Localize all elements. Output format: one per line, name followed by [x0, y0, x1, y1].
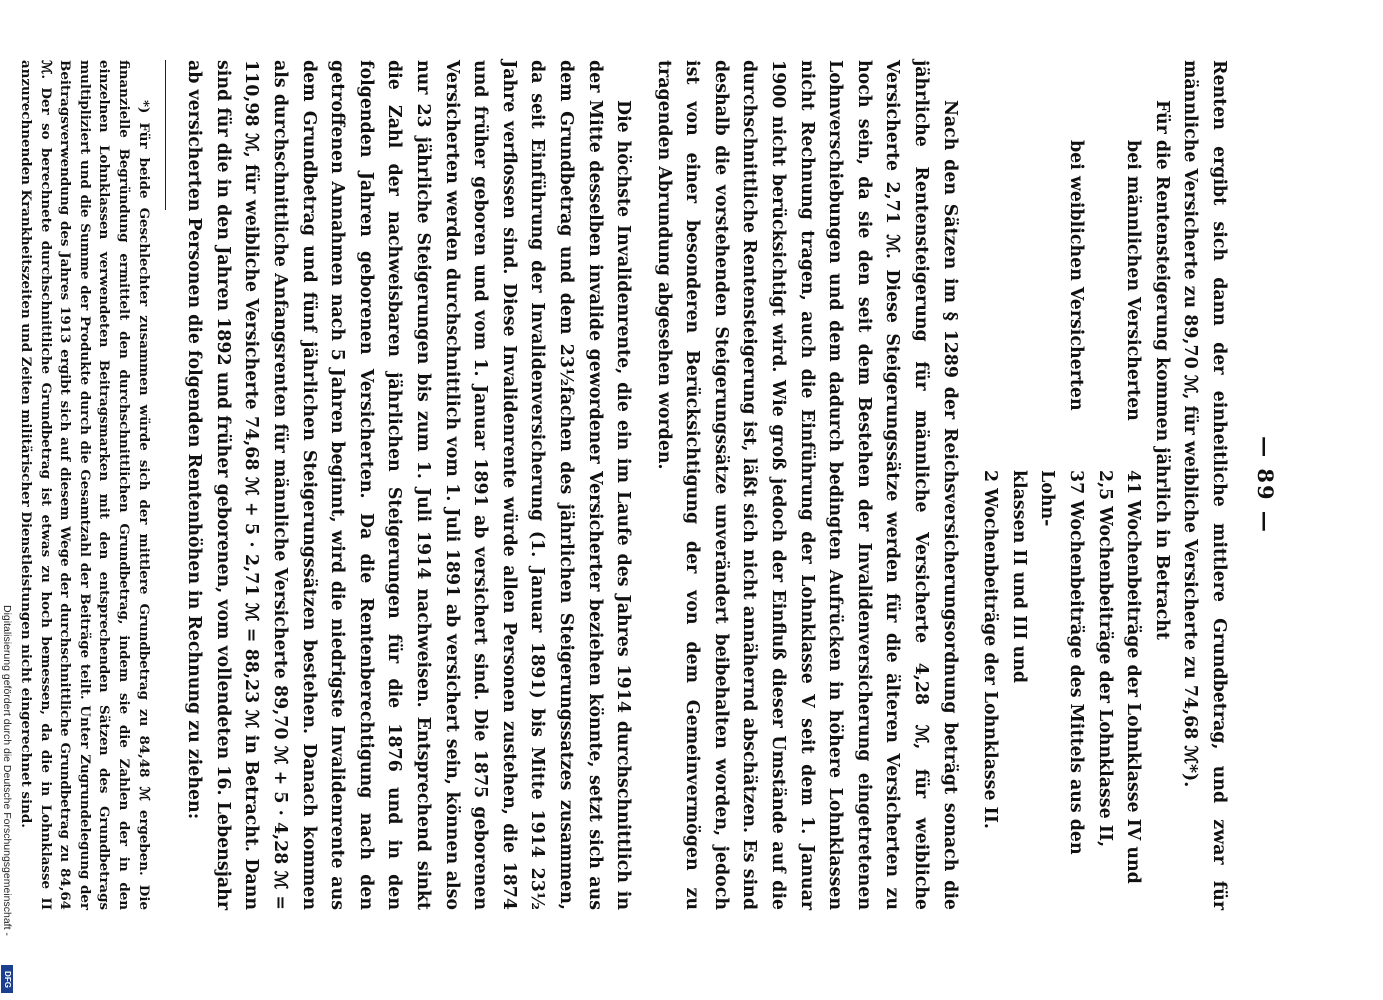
- body-paragraph-3: Die höchste Invalidenrente, die ein im Laufe des Jahres 1914 durchschnittlich in der Mitte desselben invalide gewordener Versicherter beziehen könnte, setzt sich aus dem Grundbetrag und dem 23½fachen des jährlichen Steigerungssatzes zusammen, da seit Einführung der Invalidenversicherung (1. Januar 1891) bis Mitte 1914 23½ Jahre verflossen sind. Diese Invalidenrente würde allen Personen zustehen, die 1874 und früher geboren und vom 1. Januar 1891 ab versichert sind. Die 1875 geborenen Versicherten werden durchschnittlich vom 1. Juli 1891 ab versichert sein, können also nur 23 jährliche Steigerungen bis zum 1. Juli 1914 nachweisen. Entsprechend sinkt die Zahl der nachweisbaren jährlichen Steigerungen für die 1876 und in den folgenden Jahren geborenen Versicherten. Da die Rentenberechtigung nach den getroffenen Annahmen nach 5 Jahren beginnt, wird die niedrigste Invalidenrente aus dem Grundbetrag und fünf jährlichen Steigerungssätzen bestehen. Danach kommen als durchschnittliche Anfangsrenten für männliche Versicherte 89,70 ℳ + 5 · 4,28 ℳ = 110,98 ℳ, für weibliche Versicherte 74,68 ℳ + 5 · 2,71 ℳ = 88,23 ℳ in Betracht. Dann sind für die in den Jahren 1892 und früher geborenen, vom vollendeten 16. Lebensjahr ab versicherten Personen die folgenden Rentenhöhen in Rechnung zu ziehen:: [184, 60, 634, 910]
- digitization-banner: [0, 0, 14, 1000]
- rate-increase-block: [976, 60, 1176, 910]
- female-value-2: klassen II und III und: [1008, 470, 1029, 684]
- female-value-1: 37 Wochenbeiträge des Mittels aus den Lohn-: [1037, 470, 1087, 855]
- male-rate-line: [1119, 60, 1148, 910]
- footnote: *) Für beide Geschlechter zusammen würde sich der mittlere Grundbetrag zu 84,48 ℳ ergeben. Die finanzielle Begründung ermittelt den durchschnittlichen Grundbetrag, indem sie die Zahlen der in den einzelnen Lohnklassen verwendeten Beitragsmarken mit den entsprechenden Sätzen des Grundbetrags multipliziert und die Summe der Produkte durch die Gesamtzahl der Beiträge teilt. Unter Zugrundelegung der Beitragsverwendung des Jahres 1913 ergibt sich auf diesem Wege der durchschnittliche Grundbetrag zu 84,64 ℳ. Der so berechnete durchschnittliche Grundbetrag ist etwas zu hoch bemessen, da die in Lohnklasse II anzurechnenden Krankheitszeiten und Zeiten militärischer Dienstleistungen nicht eingerechnet sind.: [18, 60, 152, 910]
- female-rate-line: [1033, 60, 1090, 910]
- rate-heading: Für die Rentensteigerung kommen jährlich in Betracht: [1151, 100, 1172, 640]
- male-label: bei männlichen Versicherten: [1123, 140, 1144, 421]
- intro-paragraph: Renten ergibt sich dann der einheitliche mittlere Grundbetrag, und zwar für männliche Versicherte zu 89,70 ℳ, für weibliche Versicherte zu 74,68 ℳ*).: [1180, 60, 1229, 910]
- male-value-1: 41 Wochenbeiträge der Lohnklasse IV und: [1123, 470, 1144, 884]
- female-rate-line-2: [1004, 60, 1033, 910]
- scanned-page: [18, 0, 1300, 1000]
- body-paragraph-2: Nach den Sätzen im § 1289 der Reichsversicherungsordnung beträgt sonach die jährliche Rentensteigerung für männliche Versicherte 4,28 ℳ, für weibliche Versicherte 2,71 ℳ. Diese Steigerungssätze werden für die älteren Versicherten zu hoch sein, da sie den seit dem Bestehen der Invalidenversicherung eingetretenen Lohnverschiebungen und dem dadurch bedingten Aufrücken in höhere Lohnklassen nicht Rechnung tragen, auch die Einführung der Lohnklasse V seit dem 1. Januar 1900 nicht berücksichtigt wird. Wie groß jedoch der Einfluß dieser Umstände auf die durchschnittliche Rentensteigerung ist, läßt sich nicht annähernd abschätzen. Es sind deshalb die vorstehenden Steigerungssätze unverändert beibehalten worden, jedoch ist von einer besonderen Berücksichtigung der von dem Gemeinvermögen zu tragenden Abrundung abgesehen worden.: [653, 60, 960, 910]
- male-rate-line-2: [1090, 60, 1119, 910]
- male-value-2: 2,5 Wochenbeiträge der Lohnklasse II,: [1094, 470, 1115, 848]
- female-label: bei weiblichen Versicherten: [1066, 140, 1087, 411]
- dfg-logo: DFG: [1, 965, 13, 993]
- digitization-credit: Digitalisierung gefördert durch die Deutsche Forschungsgemeinschaft -: [1, 605, 13, 936]
- female-value-3: 2 Wochenbeiträge der Lohnklasse II.: [980, 470, 1001, 829]
- page-number: — 89 —: [1253, 436, 1278, 534]
- female-rate-line-3: [976, 60, 1005, 910]
- footnote-divider: [165, 60, 166, 210]
